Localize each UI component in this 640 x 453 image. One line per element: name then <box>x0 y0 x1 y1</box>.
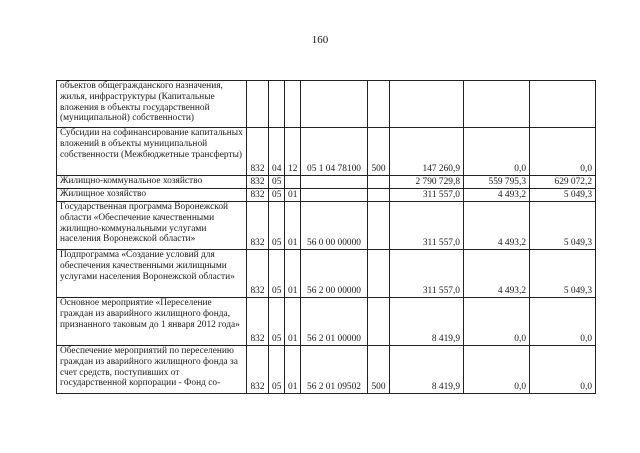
section-code: 05 <box>269 250 285 298</box>
table-row <box>57 176 596 189</box>
grbs-code: 832 <box>247 128 269 176</box>
target-article-code <box>301 176 368 189</box>
table-row <box>57 250 596 298</box>
subsection-code: 01 <box>285 189 301 202</box>
sum-year-2: 0,0 <box>464 128 530 176</box>
sum-year-2: 4 493,2 <box>464 250 530 298</box>
section-code: 05 <box>269 189 285 202</box>
expense-type-code <box>368 250 390 298</box>
table-row <box>57 298 596 346</box>
sum-year-3: 5 049,3 <box>530 189 596 202</box>
row-name: Обеспечение мероприятий по переселению граждан из аварийного жилищного фонда за счет средств, поступивших от государственной корпорации - Фонд со- <box>57 346 247 394</box>
expense-type-code <box>368 81 390 128</box>
table-row <box>57 346 596 394</box>
section-code: 05 <box>269 346 285 394</box>
row-name: Основное мероприятие «Переселение граждан из аварийного жилищного фонда, признанного таковым до 1 января 2012 года» <box>57 298 247 346</box>
sum-year-1: 8 419,9 <box>390 346 464 394</box>
grbs-code: 832 <box>247 298 269 346</box>
sum-year-3: 629 072,2 <box>530 176 596 189</box>
sum-year-1: 2 790 729,8 <box>390 176 464 189</box>
subsection-code: 12 <box>285 128 301 176</box>
row-name: объектов общегражданского назначения, жилья, инфраструктуры (Капитальные вложения в объекты государственной (муниципальной) собственности) <box>57 81 247 128</box>
sum-year-3: 5 049,3 <box>530 250 596 298</box>
sum-year-1 <box>390 81 464 128</box>
expense-type-code: 500 <box>368 128 390 176</box>
expense-type-code <box>368 176 390 189</box>
sum-year-2: 0,0 <box>464 346 530 394</box>
sum-year-2: 559 795,3 <box>464 176 530 189</box>
row-name: Государственная программа Воронежской области «Обеспечение качественными жилищно-коммунальными услугами населения Воронежской области» <box>57 202 247 250</box>
target-article-code: 56 2 01 00000 <box>301 298 368 346</box>
grbs-code: 832 <box>247 189 269 202</box>
target-article-code: 56 2 00 00000 <box>301 250 368 298</box>
table-row <box>57 189 596 202</box>
table-row <box>57 128 596 176</box>
sum-year-3: 0,0 <box>530 128 596 176</box>
section-code: 05 <box>269 202 285 250</box>
sum-year-3 <box>530 81 596 128</box>
sum-year-3: 0,0 <box>530 298 596 346</box>
sum-year-1: 311 557,0 <box>390 202 464 250</box>
sum-year-2: 0,0 <box>464 298 530 346</box>
sum-year-2: 4 493,2 <box>464 189 530 202</box>
sum-year-1: 8 419,9 <box>390 298 464 346</box>
section-code: 05 <box>269 176 285 189</box>
grbs-code: 832 <box>247 346 269 394</box>
sum-year-1: 311 557,0 <box>390 189 464 202</box>
sum-year-1: 147 260,9 <box>390 128 464 176</box>
row-name: Подпрограмма «Создание условий для обеспечения качественными жилищными услугами населения Воронежской области» <box>57 250 247 298</box>
section-code: 05 <box>269 298 285 346</box>
grbs-code <box>247 81 269 128</box>
target-article-code <box>301 81 368 128</box>
target-article-code <box>301 189 368 202</box>
target-article-code: 56 0 00 00000 <box>301 202 368 250</box>
page-number: 160 <box>311 34 329 46</box>
table-row <box>57 81 596 128</box>
subsection-code <box>285 176 301 189</box>
section-code: 04 <box>269 128 285 176</box>
sum-year-2: 4 493,2 <box>464 202 530 250</box>
subsection-code: 01 <box>285 250 301 298</box>
target-article-code: 56 2 01 09502 <box>301 346 368 394</box>
sum-year-2 <box>464 81 530 128</box>
table-row <box>57 202 596 250</box>
section-code <box>269 81 285 128</box>
expense-type-code <box>368 298 390 346</box>
subsection-code: 01 <box>285 346 301 394</box>
row-name: Жилищно-коммунальное хозяйство <box>57 176 247 189</box>
grbs-code: 832 <box>247 250 269 298</box>
sum-year-3: 0,0 <box>530 346 596 394</box>
subsection-code <box>285 81 301 128</box>
expense-type-code: 500 <box>368 346 390 394</box>
grbs-code: 832 <box>247 176 269 189</box>
sum-year-1: 311 557,0 <box>390 250 464 298</box>
row-name: Субсидии на софинансирование капитальных вложений в объекты муниципальной собственности (Межбюджетные трансферты) <box>57 128 247 176</box>
sum-year-3: 5 049,3 <box>530 202 596 250</box>
expense-type-code <box>368 202 390 250</box>
subsection-code: 01 <box>285 202 301 250</box>
budget-table <box>56 80 596 394</box>
row-name: Жилищное хозяйство <box>57 189 247 202</box>
expense-type-code <box>368 189 390 202</box>
grbs-code: 832 <box>247 202 269 250</box>
subsection-code: 01 <box>285 298 301 346</box>
target-article-code: 05 1 04 78100 <box>301 128 368 176</box>
